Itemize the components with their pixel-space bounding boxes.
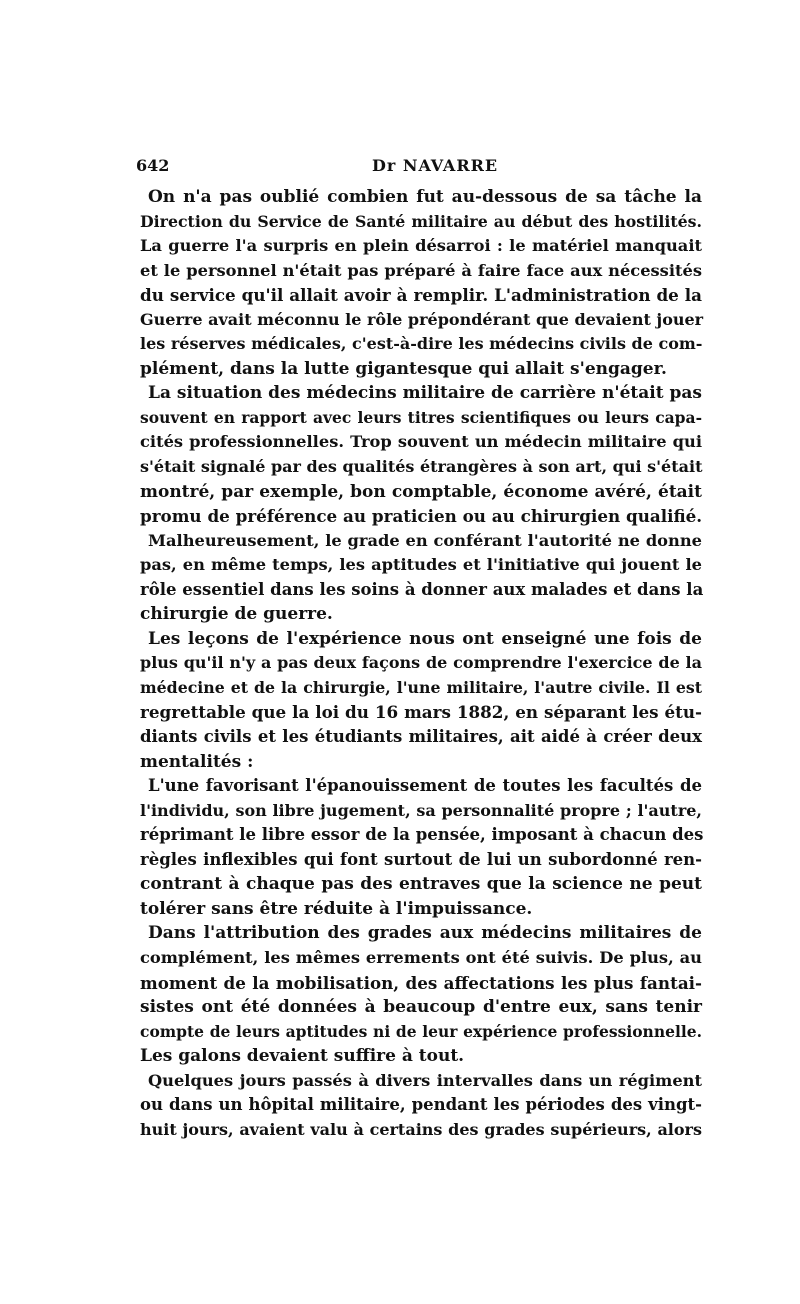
text-line: mentalités :	[140, 751, 254, 772]
text-line: compte de leurs aptitudes ni de leur expérience professionnelle.	[140, 1021, 702, 1041]
page-header	[136, 156, 700, 176]
page-number: 642	[136, 156, 170, 175]
text-line: La situation des médecins militaire de carrière n'était pas	[148, 383, 702, 404]
text-line: montré, par exemple, bon comptable, économe avéré, était	[140, 481, 702, 502]
text-line: Les galons devaient suffire à tout.	[140, 1046, 465, 1067]
text-line: cités professionnelles. Trop souvent un médecin militaire qui	[140, 432, 702, 452]
text-line: Quelques jours passés à divers intervalles dans un régiment	[148, 1070, 702, 1090]
text-line: tolérer sans être réduite à l'impuissance.	[140, 898, 533, 919]
text-line: règles inflexibles qui font surtout de lui un subordonné ren-	[140, 849, 702, 869]
text-line: Guerre avait méconnu le rôle prépondérant que devaient jouer	[140, 309, 704, 329]
text-line: sistes ont été données à beaucoup d'entre eux, sans tenir	[140, 997, 702, 1018]
text-line: pas, en même temps, les aptitudes et l'initiative qui jouent le	[140, 555, 702, 575]
text-line: L'une favorisant l'épanouissement de toutes les facultés de	[148, 776, 702, 796]
text-line: ou dans un hôpital militaire, pendant les périodes des vingt-	[140, 1095, 702, 1115]
text-line: les réserves médicales, c'est-à-dire les médecins civils de com-	[140, 334, 703, 354]
text-line: souvent en rapport avec leurs titres scientifiques ou leurs capa-	[140, 407, 702, 427]
text-line: réprimant le libre essor de la pensée, imposant à chacun des	[140, 825, 704, 845]
text-line: du service qu'il allait avoir à remplir. L'administration de la	[140, 285, 702, 306]
text-line: On n'a pas oublié combien fut au-dessous de sa tâche la	[148, 187, 702, 207]
text-line: Malheureusement, le grade en conférant l'autorité ne donne	[148, 530, 702, 550]
text-line: Les leçons de l'expérience nous ont enseigné une fois de	[148, 628, 702, 649]
running-head: Dr NAVARRE	[372, 156, 499, 175]
text-line: l'individu, son libre jugement, sa personnalité propre ; l'autre,	[140, 800, 702, 820]
text-line: promu de préférence au praticien ou au chirurgien qualifié.	[140, 506, 703, 527]
text-line: contrant à chaque pas des entraves que la science ne peut	[140, 874, 702, 895]
text-line: La guerre l'a surpris en plein désarroi : le matériel manquait	[140, 236, 702, 256]
text-line: plus qu'il n'y a pas deux façons de comprendre l'exercice de la	[140, 653, 702, 673]
text-line: Dans l'attribution des grades aux médecins militaires de	[148, 923, 702, 944]
text-line: diants civils et les étudiants militaires, ait aidé à créer deux	[140, 727, 702, 747]
text-line: Direction du Service de Santé militaire au début des hostilités.	[140, 211, 702, 231]
text-line: chirurgie de guerre.	[140, 604, 333, 625]
text-line: rôle essentiel dans les soins à donner aux malades et dans la	[140, 579, 704, 599]
text-line: et le personnel n'était pas préparé à faire face aux nécessités	[140, 260, 702, 280]
text-line: regrettable que la loi du 16 mars 1882, en séparant les étu-	[140, 702, 702, 723]
text-line: complément, les mêmes errements ont été suivis. De plus, au	[140, 947, 702, 967]
text-line: huit jours, avaient valu à certains des grades supérieurs, alors	[140, 1119, 702, 1139]
text-line: moment de la mobilisation, des affectations les plus fantai-	[140, 972, 702, 993]
body-text	[140, 185, 702, 1142]
text-line: s'était signalé par des qualités étrangères à son art, qui s'était	[140, 457, 703, 477]
text-line: médecine et de la chirurgie, l'une militaire, l'autre civile. Il est	[140, 677, 702, 697]
text-line: plément, dans la lutte gigantesque qui allait s'engager.	[140, 358, 667, 379]
